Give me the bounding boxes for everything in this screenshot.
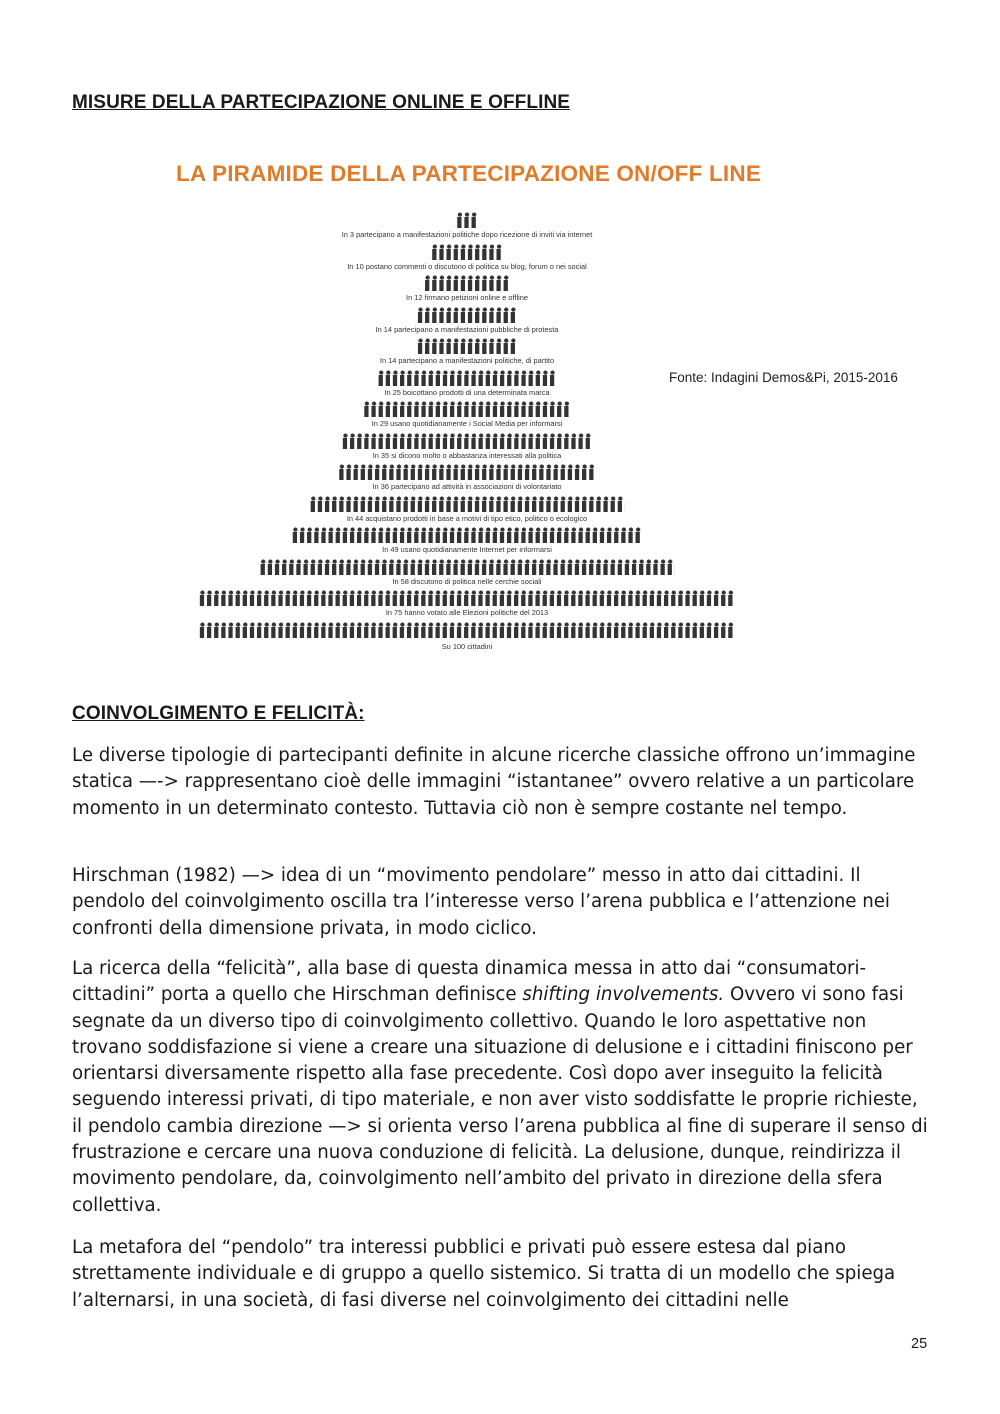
pyramid-level-label: In 35 si dicono molto o abbastanza interessati alla politica <box>372 450 562 460</box>
pyramid-people-row <box>199 590 735 606</box>
pyramid-people-row <box>310 496 625 512</box>
pyramid-level-label: In 29 usano quotidianamente i Social Media per informarsi <box>371 419 563 428</box>
paragraph-3-part-b: Ovvero vi sono fasi segnate da un diverso tipo di coinvolgimento collettivo. Quando le loro aspettative non trovano soddisfazione si viene a creare una situazione di delusione e i cittadini finiscono per orientarsi diversamente rispetto alla fase precedente. Così dopo aver inseguito la felicità seguendo interessi privati, di tipo materiale, e non aver visto soddisfatte le proprie richieste, il pendolo cambia direzione —> si orienta verso l’arena pubblica al fine di superare il senso di frustrazione e cercare una nuova conduzione di felicità. La delusione, dunque, reindirizza il movimento pendolare, da, coinvolgimento nell’ambito del privato in direzione della sfera collettiva. <box>72 984 928 1216</box>
pyramid-level-label: In 75 hanno votato alle Elezioni politiche del 2013 <box>385 608 549 617</box>
pyramid-base-row <box>199 622 735 638</box>
pyramid-people-row <box>378 370 557 386</box>
paragraph-2 <box>72 863 932 942</box>
pyramid-people-row <box>417 307 517 323</box>
pyramid-level-label: In 12 firmano petizioni online e offline <box>406 293 528 302</box>
pyramid-people-row <box>417 338 517 354</box>
paragraph-3-emphasis: shifting involvements. <box>522 984 725 1006</box>
pyramid-level-label: In 3 partecipano a manifestazioni politiche dopo ricezione di inviti via internet <box>341 230 593 239</box>
pyramid-people-row <box>292 527 642 543</box>
pyramid-level-label: In 10 postano commenti o discutono di politica su blog, forum o nei social <box>347 261 587 271</box>
pyramid-level-label: In 25 boicottano prodotti di una determinata marca <box>384 387 550 397</box>
pyramid-footer: Su 100 cittadini <box>441 641 493 651</box>
page-number: 25 <box>911 1336 928 1352</box>
paragraph-3-text <box>72 956 932 1219</box>
pyramid-people-row <box>363 401 570 417</box>
paragraph-3-part-a: La ricerca della “felicità”, alla base di questa dinamica messa in atto dai “consumatori-cittadini” porta a quello che Hirschman definisce <box>72 958 867 1006</box>
paragraph-3 <box>72 956 932 1219</box>
paragraph-2-text: Hirschman (1982) —> idea di un “movimento pendolare” messo in atto dai cittadini. Il pendolo del coinvolgimento oscilla tra l’interesse verso l’arena pubblica e l’attenzione nei confronti della dimensione privata, in modo ciclico. <box>72 865 890 939</box>
pyramid-people-row <box>338 464 595 480</box>
pyramid-level-label: In 44 acquistano prodotti in base a motivi di tipo etico, politico o ecologico <box>346 513 588 523</box>
section-heading-measures: MISURE DELLA PARTECIPAZIONE ONLINE E OFFLINE <box>72 92 571 113</box>
section-heading-involvement: COINVOLGIMENTO E FELICITÀ: <box>72 703 365 724</box>
figure-source: Fonte: Indagini Demos&Pi, 2015-2016 <box>669 370 898 385</box>
pyramid-chart <box>150 150 930 670</box>
pyramid-people-row <box>342 433 592 449</box>
paragraph-4 <box>72 1235 932 1314</box>
participation-pyramid-figure <box>150 150 930 670</box>
pyramid-level-label: In 36 partecipano ad attività in associazioni di volontariato <box>372 482 562 491</box>
figure-title: LA PIRAMIDE DELLA PARTECIPAZIONE ON/OFF LINE <box>176 161 762 186</box>
pyramid-people-row <box>424 275 510 291</box>
pyramid-level-label: In 14 partecipano a manifestazioni politiche, di partito <box>379 356 555 365</box>
pyramid-people-row <box>456 212 477 228</box>
paragraph-1-text: Le diverse tipologie di partecipanti definite in alcune ricerche classiche offrono un’immagine statica —-> rappresentano cioè delle immagini “istantanee” ovvero relative a un particolare momento in un determinato contesto. Tuttavia ciò non è sempre costante nel tempo. <box>72 745 916 819</box>
pyramid-level-label: In 49 usano quotidianamente Internet per informarsi <box>382 545 552 554</box>
paragraph-1 <box>72 743 932 822</box>
pyramid-people-row <box>431 244 503 260</box>
pyramid-level-label: In 14 partecipano a manifestazioni pubbliche di protesta <box>375 324 559 334</box>
pyramid-people-row <box>260 559 675 575</box>
paragraph-4-text: La metafora del “pendolo” tra interessi pubblici e privati può essere estesa dal piano strettamente individuale e di gruppo a quello sistemico. Si tratta di un modello che spiega l’alternarsi, in una società, di fasi diverse nel coinvolgimento dei cittadini nelle <box>72 1237 896 1311</box>
pyramid-level-label: In 58 discutono di politica nelle cerchie sociali <box>392 576 542 586</box>
